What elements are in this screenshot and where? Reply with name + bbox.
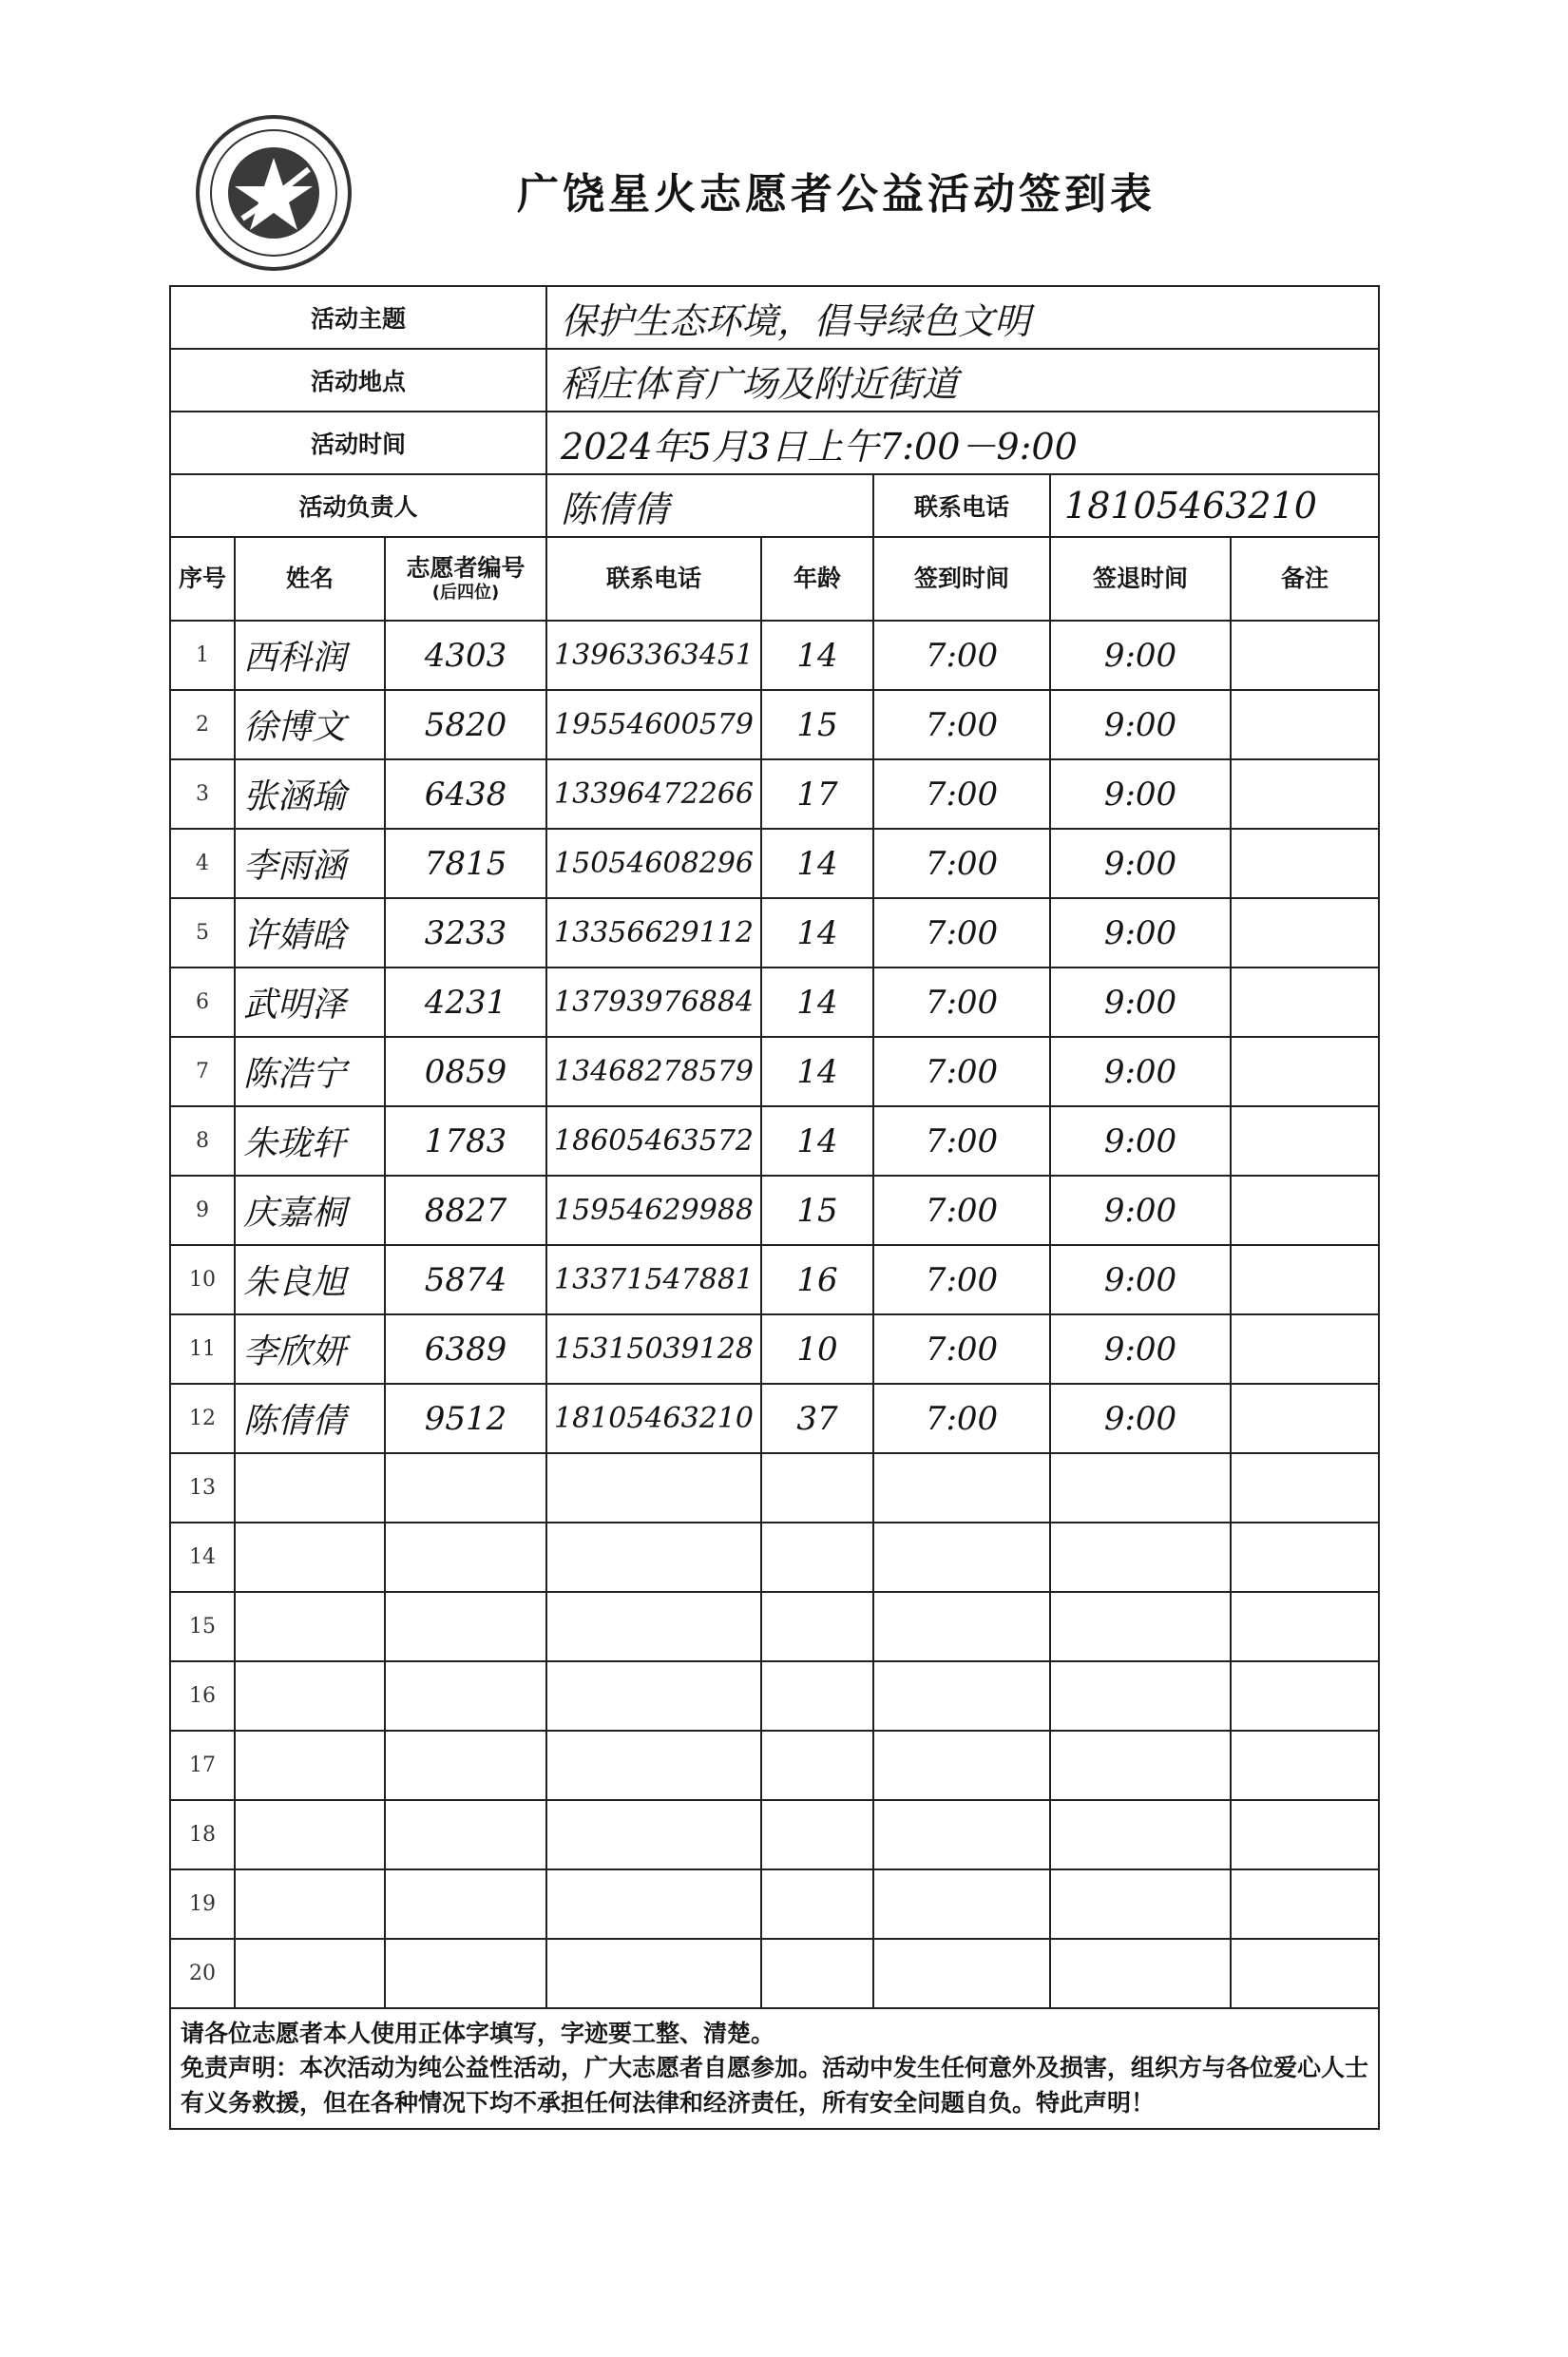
- col-header-sign-in: 签到时间: [873, 537, 1050, 621]
- row-number: 7: [170, 1037, 235, 1106]
- volunteer-name: 李雨涵: [235, 829, 385, 898]
- volunteer-name: 李欣妍: [235, 1314, 385, 1384]
- table-row: [170, 621, 1379, 690]
- table-row: [170, 1176, 1379, 1245]
- volunteer-name: [235, 1453, 385, 1523]
- sign-in-time: [873, 1800, 1050, 1869]
- sign-in-sheet: [169, 285, 1380, 2130]
- sign-out-time: [1050, 1800, 1231, 1869]
- instruction-text: 请各位志愿者本人使用正体字填写，字迹要工整、清楚。: [181, 2020, 775, 2047]
- col-header-no: 序号: [170, 537, 235, 621]
- sign-in-time: 7:00: [873, 829, 1050, 898]
- footer-row: [170, 2008, 1379, 2129]
- volunteer-phone: 15054608296: [546, 829, 761, 898]
- time-label: 活动时间: [170, 412, 546, 474]
- note: [1231, 759, 1379, 829]
- row-number: 8: [170, 1106, 235, 1176]
- volunteer-id: [385, 1869, 546, 1939]
- sign-in-time: 7:00: [873, 968, 1050, 1037]
- sign-out-time: 9:00: [1050, 1245, 1231, 1314]
- volunteer-age: 14: [761, 829, 873, 898]
- volunteer-id: [385, 1453, 546, 1523]
- row-number: 4: [170, 829, 235, 898]
- note: [1231, 690, 1379, 759]
- volunteer-id: [385, 1661, 546, 1731]
- volunteer-phone: 13396472266: [546, 759, 761, 829]
- row-number: 6: [170, 968, 235, 1037]
- volunteer-id: [385, 1523, 546, 1592]
- leader-row: [170, 474, 1379, 537]
- volunteer-id: 4303: [385, 621, 546, 690]
- row-number: 20: [170, 1939, 235, 2008]
- row-number: 9: [170, 1176, 235, 1245]
- row-number: 13: [170, 1453, 235, 1523]
- table-row: [170, 1037, 1379, 1106]
- sign-in-time: 7:00: [873, 898, 1050, 968]
- sign-out-time: 9:00: [1050, 1314, 1231, 1384]
- note: [1231, 1592, 1379, 1661]
- volunteer-age: 14: [761, 1106, 873, 1176]
- volunteer-id: 5820: [385, 690, 546, 759]
- note: [1231, 1037, 1379, 1106]
- table-row: [170, 1384, 1379, 1453]
- volunteer-id: 4231: [385, 968, 546, 1037]
- note: [1231, 1939, 1379, 2008]
- volunteer-phone: 18105463210: [546, 1384, 761, 1453]
- volunteer-phone: [546, 1939, 761, 2008]
- row-number: 15: [170, 1592, 235, 1661]
- volunteer-age: [761, 1800, 873, 1869]
- volunteer-name: 许婧晗: [235, 898, 385, 968]
- organization-logo-seal: [193, 112, 354, 274]
- row-number: 11: [170, 1314, 235, 1384]
- volunteer-name: 陈浩宁: [235, 1037, 385, 1106]
- leader-phone-label: 联系电话: [873, 474, 1050, 537]
- volunteer-phone: 19554600579: [546, 690, 761, 759]
- sign-out-time: 9:00: [1050, 1106, 1231, 1176]
- sign-in-time: 7:00: [873, 1176, 1050, 1245]
- volunteer-phone: 13793976884: [546, 968, 761, 1037]
- volunteer-age: [761, 1453, 873, 1523]
- volunteer-id: 1783: [385, 1106, 546, 1176]
- note: [1231, 829, 1379, 898]
- sign-out-time: 9:00: [1050, 759, 1231, 829]
- note: [1231, 621, 1379, 690]
- sign-out-time: 9:00: [1050, 829, 1231, 898]
- row-number: 2: [170, 690, 235, 759]
- col-header-name: 姓名: [235, 537, 385, 621]
- sign-out-time: 9:00: [1050, 1037, 1231, 1106]
- col-header-volunteer-id: [385, 537, 546, 621]
- disclaimer-text: 免责声明：本次活动为纯公益性活动，广大志愿者自愿参加。活动中发生任何意外及损害，组织方与各位爱心人士有义务救援，但在各种情况下均不承担任何法律和经济责任，所有安全问题自负。特此声明！: [181, 2054, 1369, 2117]
- note: [1231, 1176, 1379, 1245]
- sign-in-time: 7:00: [873, 1384, 1050, 1453]
- theme-value: 保护生态环境，倡导绿色文明: [546, 286, 1379, 349]
- sign-out-time: [1050, 1869, 1231, 1939]
- sign-out-time: 9:00: [1050, 1176, 1231, 1245]
- column-header-row: [170, 537, 1379, 621]
- volunteer-age: [761, 1731, 873, 1800]
- note: [1231, 1384, 1379, 1453]
- table-row: [170, 1106, 1379, 1176]
- volunteer-age: 15: [761, 690, 873, 759]
- sign-in-time: [873, 1523, 1050, 1592]
- table-row: [170, 1869, 1379, 1939]
- table-row: [170, 829, 1379, 898]
- sign-out-time: 9:00: [1050, 621, 1231, 690]
- volunteer-age: [761, 1939, 873, 2008]
- volunteer-id: 5874: [385, 1245, 546, 1314]
- row-number: 19: [170, 1869, 235, 1939]
- sign-in-time: 7:00: [873, 690, 1050, 759]
- table-row: [170, 1245, 1379, 1314]
- col-header-phone: 联系电话: [546, 537, 761, 621]
- sign-out-time: [1050, 1731, 1231, 1800]
- sign-in-time: 7:00: [873, 1245, 1050, 1314]
- volunteer-phone: 13356629112: [546, 898, 761, 968]
- volunteer-name: 朱良旭: [235, 1245, 385, 1314]
- location-label: 活动地点: [170, 349, 546, 412]
- sign-in-time: [873, 1731, 1050, 1800]
- volunteer-phone: 15954629988: [546, 1176, 761, 1245]
- sign-out-time: 9:00: [1050, 1384, 1231, 1453]
- volunteer-name: 西科润: [235, 621, 385, 690]
- sign-out-time: [1050, 1939, 1231, 2008]
- row-number: 14: [170, 1523, 235, 1592]
- time-row: [170, 412, 1379, 474]
- row-number: 3: [170, 759, 235, 829]
- leader-label: 活动负责人: [170, 474, 546, 537]
- col-header-age: 年龄: [761, 537, 873, 621]
- volunteer-name: 张涵瑜: [235, 759, 385, 829]
- table-row: [170, 1314, 1379, 1384]
- volunteer-name: 武明泽: [235, 968, 385, 1037]
- volunteer-phone: 13963363451: [546, 621, 761, 690]
- volunteer-age: [761, 1523, 873, 1592]
- row-number: 18: [170, 1800, 235, 1869]
- volunteer-age: 14: [761, 968, 873, 1037]
- volunteer-name: 徐博文: [235, 690, 385, 759]
- sign-out-time: [1050, 1453, 1231, 1523]
- sign-out-time: [1050, 1661, 1231, 1731]
- row-number: 1: [170, 621, 235, 690]
- note: [1231, 1523, 1379, 1592]
- note: [1231, 1731, 1379, 1800]
- note: [1231, 1106, 1379, 1176]
- note: [1231, 1314, 1379, 1384]
- leader-value: 陈倩倩: [546, 474, 873, 537]
- location-value: 稻庄体育广场及附近街道: [546, 349, 1379, 412]
- col-header-volunteer-id-sub: (后四位): [431, 583, 500, 604]
- volunteer-id: 3233: [385, 898, 546, 968]
- volunteer-age: [761, 1869, 873, 1939]
- sign-out-time: [1050, 1523, 1231, 1592]
- volunteer-phone: 13468278579: [546, 1037, 761, 1106]
- row-number: 12: [170, 1384, 235, 1453]
- volunteer-phone: 13371547881: [546, 1245, 761, 1314]
- volunteer-age: [761, 1592, 873, 1661]
- table-row: [170, 690, 1379, 759]
- sign-in-time: [873, 1661, 1050, 1731]
- volunteer-id: [385, 1939, 546, 2008]
- volunteer-age: 10: [761, 1314, 873, 1384]
- volunteer-phone: 15315039128: [546, 1314, 761, 1384]
- volunteer-phone: [546, 1869, 761, 1939]
- row-number: 17: [170, 1731, 235, 1800]
- sign-out-time: [1050, 1592, 1231, 1661]
- volunteer-age: 14: [761, 621, 873, 690]
- volunteer-name: [235, 1869, 385, 1939]
- volunteer-age: 14: [761, 898, 873, 968]
- theme-row: [170, 286, 1379, 349]
- table-row: [170, 1800, 1379, 1869]
- volunteer-id: 8827: [385, 1176, 546, 1245]
- sign-out-time: 9:00: [1050, 898, 1231, 968]
- row-number: 5: [170, 898, 235, 968]
- volunteer-name: 陈倩倩: [235, 1384, 385, 1453]
- table-row: [170, 1592, 1379, 1661]
- sign-out-time: 9:00: [1050, 690, 1231, 759]
- note: [1231, 898, 1379, 968]
- volunteer-id: 6389: [385, 1314, 546, 1384]
- leader-phone-value: 18105463210: [1050, 474, 1379, 537]
- volunteer-name: 朱珑轩: [235, 1106, 385, 1176]
- note: [1231, 1800, 1379, 1869]
- volunteer-id: 0859: [385, 1037, 546, 1106]
- volunteer-name: [235, 1800, 385, 1869]
- footer-notice: [170, 2008, 1379, 2129]
- sign-in-time: 7:00: [873, 1106, 1050, 1176]
- volunteer-id: [385, 1592, 546, 1661]
- table-row: [170, 1731, 1379, 1800]
- volunteer-phone: [546, 1661, 761, 1731]
- volunteer-age: 15: [761, 1176, 873, 1245]
- col-header-note: 备注: [1231, 537, 1379, 621]
- volunteer-name: [235, 1939, 385, 2008]
- volunteer-id: 6438: [385, 759, 546, 829]
- sign-in-time: [873, 1453, 1050, 1523]
- sign-in-time: [873, 1939, 1050, 2008]
- volunteer-age: 37: [761, 1384, 873, 1453]
- sign-in-time: 7:00: [873, 1314, 1050, 1384]
- volunteer-id: 9512: [385, 1384, 546, 1453]
- volunteer-phone: 18605463572: [546, 1106, 761, 1176]
- volunteer-name: [235, 1592, 385, 1661]
- table-row: [170, 1661, 1379, 1731]
- sign-in-time: 7:00: [873, 759, 1050, 829]
- volunteer-phone: [546, 1731, 761, 1800]
- row-number: 16: [170, 1661, 235, 1731]
- col-header-volunteer-id-main: 志愿者编号: [406, 554, 526, 583]
- note: [1231, 968, 1379, 1037]
- volunteer-age: [761, 1661, 873, 1731]
- table-row: [170, 898, 1379, 968]
- table-row: [170, 1453, 1379, 1523]
- volunteer-age: 16: [761, 1245, 873, 1314]
- sign-out-time: 9:00: [1050, 968, 1231, 1037]
- table-row: [170, 759, 1379, 829]
- sign-in-time: 7:00: [873, 621, 1050, 690]
- note: [1231, 1453, 1379, 1523]
- volunteer-id: [385, 1800, 546, 1869]
- table-row: [170, 1523, 1379, 1592]
- volunteer-age: 14: [761, 1037, 873, 1106]
- volunteer-name: [235, 1731, 385, 1800]
- sign-in-time: [873, 1592, 1050, 1661]
- table-row: [170, 968, 1379, 1037]
- page-title: 广饶星火志愿者公益活动签到表: [517, 170, 1156, 219]
- volunteer-name: [235, 1661, 385, 1731]
- note: [1231, 1245, 1379, 1314]
- volunteer-name: 庆嘉桐: [235, 1176, 385, 1245]
- table-row: [170, 1939, 1379, 2008]
- volunteer-age: 17: [761, 759, 873, 829]
- time-value: 2024年5月3日上午7:00－9:00: [546, 412, 1379, 474]
- row-number: 10: [170, 1245, 235, 1314]
- col-header-sign-out: 签退时间: [1050, 537, 1231, 621]
- note: [1231, 1661, 1379, 1731]
- volunteer-phone: [546, 1800, 761, 1869]
- sign-in-time: [873, 1869, 1050, 1939]
- volunteer-id: [385, 1731, 546, 1800]
- volunteer-phone: [546, 1523, 761, 1592]
- sign-in-time: 7:00: [873, 1037, 1050, 1106]
- volunteer-phone: [546, 1592, 761, 1661]
- location-row: [170, 349, 1379, 412]
- volunteer-name: [235, 1523, 385, 1592]
- theme-label: 活动主题: [170, 286, 546, 349]
- volunteer-phone: [546, 1453, 761, 1523]
- note: [1231, 1869, 1379, 1939]
- volunteer-id: 7815: [385, 829, 546, 898]
